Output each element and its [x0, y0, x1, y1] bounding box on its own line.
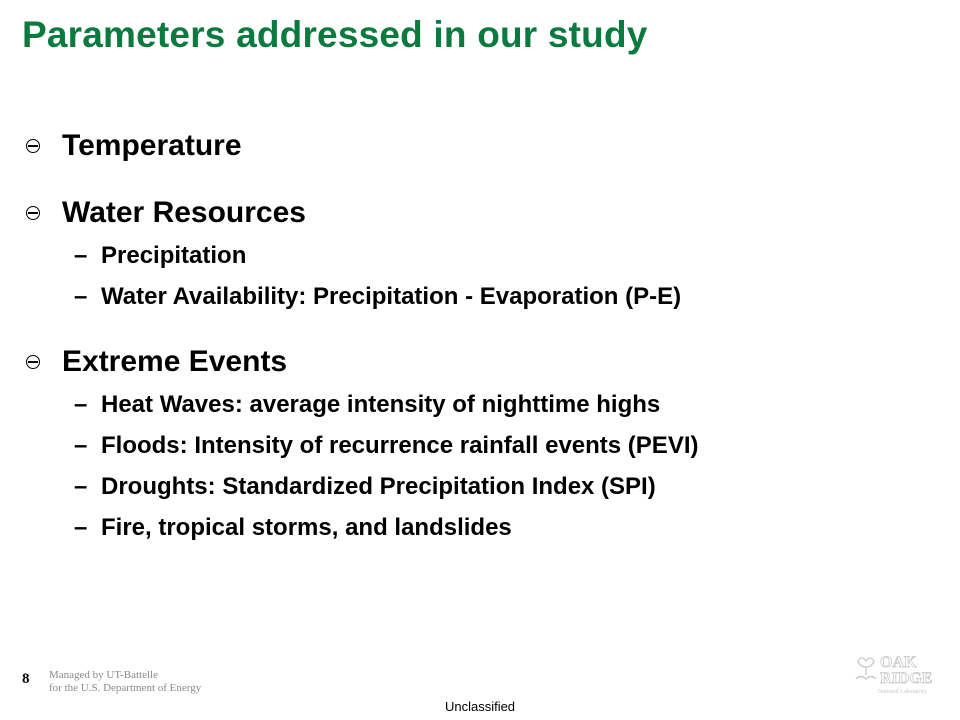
dash-marker: –	[74, 431, 88, 459]
sub-bullet-label: Precipitation	[101, 241, 247, 269]
logo-line-1: OAK	[880, 654, 917, 671]
bullet-label: Temperature	[62, 129, 242, 162]
footer-managed-by	[49, 669, 201, 695]
dash-marker: –	[74, 390, 88, 418]
sub-bullet-label: Heat Waves: average intensity of nighttime highs	[101, 390, 661, 418]
bullet-list	[24, 124, 924, 548]
logo-line-2: RIDGE	[880, 670, 933, 687]
sub-bullet-item	[74, 425, 924, 466]
page-number: 8	[22, 671, 30, 687]
footer-line: Managed by UT-Battelle	[49, 669, 158, 681]
bullet-label: Extreme Events	[62, 345, 288, 378]
slide-title: Parameters addressed in our study	[22, 14, 648, 55]
sub-bullet-item	[74, 276, 924, 317]
bullet-extreme-events	[24, 340, 924, 548]
sub-bullet-label: Floods: Intensity of recurrence rainfall events (PEVI)	[101, 431, 699, 459]
bullet-marker-icon	[26, 139, 40, 153]
logo-line-3: National Laboratory	[878, 689, 927, 695]
dash-marker: –	[74, 472, 88, 500]
bullet-temperature	[24, 124, 924, 168]
sub-bullet-list	[24, 384, 924, 548]
dash-marker: –	[74, 241, 88, 269]
bullet-water-resources	[24, 191, 924, 317]
sub-bullet-label: Droughts: Standardized Precipitation Index (SPI)	[101, 472, 656, 500]
sub-bullet-item	[74, 507, 924, 548]
sub-bullet-label: Fire, tropical storms, and landslides	[101, 513, 512, 541]
sub-bullet-item	[74, 235, 924, 276]
bullet-marker-icon	[26, 206, 40, 220]
bullet-label: Water Resources	[62, 196, 306, 229]
ornl-logo-icon	[852, 651, 940, 697]
sub-bullet-item	[74, 384, 924, 425]
classification-label: Unclassified	[444, 699, 516, 714]
bullet-marker-icon	[26, 355, 40, 369]
sub-bullet-label: Water Availability: Precipitation - Evaporation (P-E)	[101, 282, 682, 310]
sub-bullet-list	[24, 235, 924, 317]
footer-line: for the U.S. Department of Energy	[49, 682, 202, 694]
sub-bullet-item	[74, 466, 924, 507]
dash-marker: –	[74, 513, 88, 541]
dash-marker: –	[74, 282, 88, 310]
